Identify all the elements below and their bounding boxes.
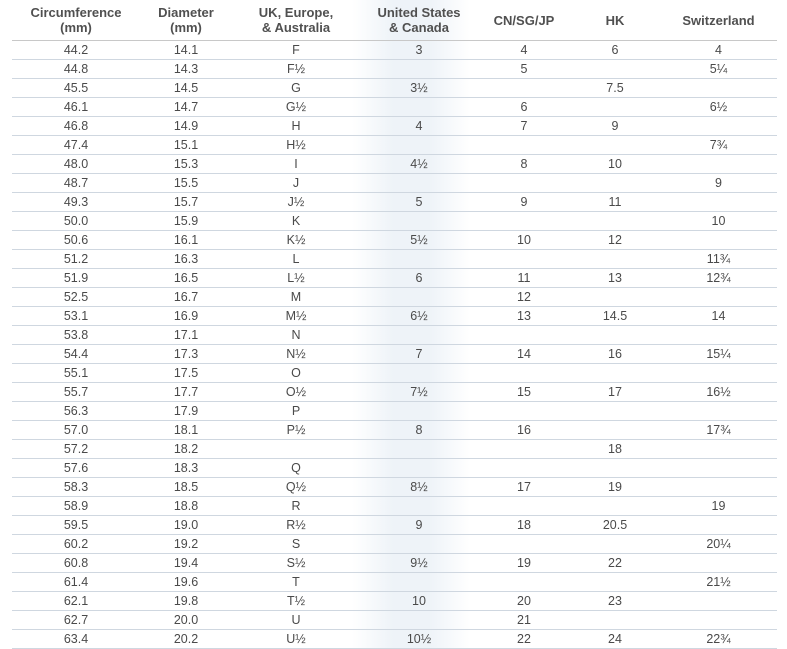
cell-cn-sg-jp-size: 11: [478, 269, 570, 288]
cell-us-size: 3½: [360, 79, 478, 98]
cell-cn-sg-jp-size: 14: [478, 345, 570, 364]
header-uk-europe-australia: [232, 0, 360, 41]
header-diameter: [140, 0, 232, 41]
header-line: Circumference: [30, 5, 122, 20]
cell-cn-sg-jp-size: [478, 535, 570, 554]
cell-uk-size: R½: [232, 516, 360, 535]
cell-switzerland-size: 17¾: [660, 421, 777, 440]
cell-circumference: 63.4: [12, 630, 140, 649]
cell-hk-size: [570, 364, 660, 383]
cell-switzerland-size: [660, 402, 777, 421]
cell-us-size: [360, 326, 478, 345]
cell-uk-size: M: [232, 288, 360, 307]
cell-uk-size: K: [232, 212, 360, 231]
table-body: [12, 41, 777, 649]
cell-switzerland-size: 12¾: [660, 269, 777, 288]
table-row: [12, 98, 777, 117]
cell-uk-size: U½: [232, 630, 360, 649]
cell-diameter: 16.5: [140, 269, 232, 288]
table-row: [12, 288, 777, 307]
table-row: [12, 440, 777, 459]
cell-switzerland-size: 15¼: [660, 345, 777, 364]
cell-cn-sg-jp-size: [478, 573, 570, 592]
cell-cn-sg-jp-size: 22: [478, 630, 570, 649]
cell-diameter: 15.3: [140, 155, 232, 174]
cell-switzerland-size: [660, 592, 777, 611]
cell-diameter: 18.2: [140, 440, 232, 459]
cell-circumference: 46.1: [12, 98, 140, 117]
cell-circumference: 51.2: [12, 250, 140, 269]
cell-circumference: 47.4: [12, 136, 140, 155]
cell-uk-size: H: [232, 117, 360, 136]
cell-us-size: 8½: [360, 478, 478, 497]
cell-us-size: 6: [360, 269, 478, 288]
table-row: [12, 231, 777, 250]
ring-size-table: [12, 0, 777, 649]
cell-switzerland-size: [660, 364, 777, 383]
cell-hk-size: [570, 421, 660, 440]
cell-uk-size: Q: [232, 459, 360, 478]
cell-switzerland-size: [660, 440, 777, 459]
cell-hk-size: [570, 250, 660, 269]
cell-switzerland-size: 19: [660, 497, 777, 516]
cell-switzerland-size: [660, 516, 777, 535]
cell-us-size: [360, 60, 478, 79]
table-row: [12, 592, 777, 611]
table-row: [12, 630, 777, 649]
cell-us-size: [360, 174, 478, 193]
header-line: United States: [377, 5, 461, 20]
cell-circumference: 49.3: [12, 193, 140, 212]
cell-uk-size: L½: [232, 269, 360, 288]
cell-hk-size: 17: [570, 383, 660, 402]
cell-cn-sg-jp-size: 12: [478, 288, 570, 307]
cell-circumference: 52.5: [12, 288, 140, 307]
cell-switzerland-size: 7¾: [660, 136, 777, 155]
cell-circumference: 60.2: [12, 535, 140, 554]
cell-cn-sg-jp-size: 21: [478, 611, 570, 630]
cell-hk-size: 20.5: [570, 516, 660, 535]
cell-switzerland-size: [660, 117, 777, 136]
header-line: & Australia: [261, 20, 331, 35]
cell-uk-size: N½: [232, 345, 360, 364]
cell-uk-size: I: [232, 155, 360, 174]
table-row: [12, 345, 777, 364]
header-line: UK, Europe,: [258, 5, 334, 20]
cell-diameter: 16.7: [140, 288, 232, 307]
cell-diameter: 20.0: [140, 611, 232, 630]
cell-cn-sg-jp-size: [478, 136, 570, 155]
cell-hk-size: [570, 535, 660, 554]
table-row: [12, 383, 777, 402]
cell-hk-size: 19: [570, 478, 660, 497]
cell-cn-sg-jp-size: [478, 174, 570, 193]
cell-cn-sg-jp-size: [478, 364, 570, 383]
table-row: [12, 136, 777, 155]
cell-hk-size: 22: [570, 554, 660, 573]
cell-diameter: 19.4: [140, 554, 232, 573]
cell-switzerland-size: [660, 326, 777, 345]
cell-cn-sg-jp-size: [478, 212, 570, 231]
header-cn-sg-jp: [478, 0, 570, 41]
cell-uk-size: O½: [232, 383, 360, 402]
cell-diameter: 14.1: [140, 41, 232, 60]
cell-circumference: 50.6: [12, 231, 140, 250]
cell-switzerland-size: [660, 79, 777, 98]
cell-diameter: 14.5: [140, 79, 232, 98]
header-row: [12, 0, 777, 41]
cell-hk-size: 12: [570, 231, 660, 250]
cell-circumference: 46.8: [12, 117, 140, 136]
table-row: [12, 402, 777, 421]
cell-circumference: 44.8: [12, 60, 140, 79]
cell-hk-size: [570, 402, 660, 421]
cell-uk-size: G½: [232, 98, 360, 117]
cell-us-size: 7: [360, 345, 478, 364]
cell-diameter: 20.2: [140, 630, 232, 649]
cell-diameter: 17.7: [140, 383, 232, 402]
cell-cn-sg-jp-size: [478, 326, 570, 345]
table-row: [12, 250, 777, 269]
cell-hk-size: [570, 611, 660, 630]
table-row: [12, 193, 777, 212]
cell-diameter: 19.0: [140, 516, 232, 535]
cell-hk-size: 14.5: [570, 307, 660, 326]
cell-switzerland-size: 22¾: [660, 630, 777, 649]
cell-diameter: 16.3: [140, 250, 232, 269]
cell-circumference: 44.2: [12, 41, 140, 60]
cell-hk-size: [570, 174, 660, 193]
header-line: HK: [605, 12, 625, 28]
cell-uk-size: R: [232, 497, 360, 516]
cell-uk-size: H½: [232, 136, 360, 155]
cell-hk-size: [570, 136, 660, 155]
cell-switzerland-size: 20¼: [660, 535, 777, 554]
cell-switzerland-size: 11¾: [660, 250, 777, 269]
cell-cn-sg-jp-size: [478, 459, 570, 478]
cell-diameter: 14.7: [140, 98, 232, 117]
cell-uk-size: F: [232, 41, 360, 60]
cell-us-size: [360, 212, 478, 231]
cell-cn-sg-jp-size: [478, 497, 570, 516]
cell-hk-size: 24: [570, 630, 660, 649]
cell-uk-size: O: [232, 364, 360, 383]
table-row: [12, 516, 777, 535]
cell-circumference: 58.3: [12, 478, 140, 497]
cell-circumference: 57.6: [12, 459, 140, 478]
table-row: [12, 611, 777, 630]
cell-us-size: [360, 535, 478, 554]
header-line: Switzerland: [682, 12, 755, 28]
table-row: [12, 79, 777, 98]
cell-circumference: 59.5: [12, 516, 140, 535]
cell-hk-size: [570, 573, 660, 592]
cell-cn-sg-jp-size: 15: [478, 383, 570, 402]
cell-diameter: 18.1: [140, 421, 232, 440]
cell-switzerland-size: 10: [660, 212, 777, 231]
cell-uk-size: [232, 440, 360, 459]
cell-hk-size: [570, 497, 660, 516]
cell-us-size: [360, 459, 478, 478]
cell-uk-size: J½: [232, 193, 360, 212]
cell-uk-size: M½: [232, 307, 360, 326]
cell-diameter: 18.5: [140, 478, 232, 497]
cell-circumference: 60.8: [12, 554, 140, 573]
cell-us-size: [360, 611, 478, 630]
table-row: [12, 364, 777, 383]
cell-circumference: 55.1: [12, 364, 140, 383]
table-row: [12, 212, 777, 231]
cell-switzerland-size: 6½: [660, 98, 777, 117]
cell-cn-sg-jp-size: 7: [478, 117, 570, 136]
cell-uk-size: L: [232, 250, 360, 269]
cell-circumference: 53.1: [12, 307, 140, 326]
cell-diameter: 14.3: [140, 60, 232, 79]
cell-uk-size: S: [232, 535, 360, 554]
cell-switzerland-size: 21½: [660, 573, 777, 592]
cell-cn-sg-jp-size: 8: [478, 155, 570, 174]
cell-diameter: 17.5: [140, 364, 232, 383]
table-row: [12, 41, 777, 60]
cell-switzerland-size: [660, 554, 777, 573]
cell-switzerland-size: [660, 193, 777, 212]
cell-switzerland-size: [660, 459, 777, 478]
header-circumference: [12, 0, 140, 41]
cell-cn-sg-jp-size: 18: [478, 516, 570, 535]
cell-diameter: 19.6: [140, 573, 232, 592]
cell-cn-sg-jp-size: [478, 440, 570, 459]
cell-hk-size: 11: [570, 193, 660, 212]
cell-cn-sg-jp-size: [478, 402, 570, 421]
cell-hk-size: [570, 459, 660, 478]
table-row: [12, 326, 777, 345]
cell-diameter: 14.9: [140, 117, 232, 136]
cell-cn-sg-jp-size: [478, 79, 570, 98]
table-row: [12, 174, 777, 193]
cell-hk-size: [570, 98, 660, 117]
table-row: [12, 307, 777, 326]
table-row: [12, 573, 777, 592]
cell-hk-size: 23: [570, 592, 660, 611]
cell-us-size: 7½: [360, 383, 478, 402]
cell-hk-size: 13: [570, 269, 660, 288]
cell-uk-size: J: [232, 174, 360, 193]
cell-diameter: 15.7: [140, 193, 232, 212]
cell-us-size: [360, 250, 478, 269]
cell-switzerland-size: [660, 288, 777, 307]
cell-circumference: 57.0: [12, 421, 140, 440]
cell-diameter: 15.5: [140, 174, 232, 193]
header-line: CN/SG/JP: [493, 12, 555, 28]
cell-hk-size: [570, 212, 660, 231]
header-switzerland: [660, 0, 777, 41]
table-row: [12, 497, 777, 516]
cell-us-size: 3: [360, 41, 478, 60]
cell-us-size: [360, 364, 478, 383]
cell-diameter: 19.8: [140, 592, 232, 611]
cell-diameter: 18.8: [140, 497, 232, 516]
cell-hk-size: 9: [570, 117, 660, 136]
cell-hk-size: 7.5: [570, 79, 660, 98]
cell-us-size: [360, 573, 478, 592]
cell-diameter: 16.9: [140, 307, 232, 326]
cell-cn-sg-jp-size: 16: [478, 421, 570, 440]
cell-us-size: [360, 98, 478, 117]
cell-hk-size: 6: [570, 41, 660, 60]
cell-switzerland-size: [660, 155, 777, 174]
table-row: [12, 60, 777, 79]
table-row: [12, 155, 777, 174]
cell-diameter: 17.9: [140, 402, 232, 421]
header-line: & Canada: [389, 20, 449, 35]
cell-circumference: 50.0: [12, 212, 140, 231]
table-row: [12, 117, 777, 136]
cell-circumference: 62.7: [12, 611, 140, 630]
cell-us-size: 9½: [360, 554, 478, 573]
cell-diameter: 16.1: [140, 231, 232, 250]
cell-us-size: [360, 136, 478, 155]
header-line: Diameter: [158, 5, 214, 20]
cell-us-size: [360, 288, 478, 307]
cell-cn-sg-jp-size: 4: [478, 41, 570, 60]
cell-switzerland-size: [660, 478, 777, 497]
cell-us-size: 10½: [360, 630, 478, 649]
table-row: [12, 269, 777, 288]
header-us-canada: [360, 0, 478, 41]
cell-uk-size: N: [232, 326, 360, 345]
cell-circumference: 54.4: [12, 345, 140, 364]
cell-diameter: 17.1: [140, 326, 232, 345]
cell-cn-sg-jp-size: [478, 250, 570, 269]
cell-us-size: 10: [360, 592, 478, 611]
cell-us-size: 4: [360, 117, 478, 136]
cell-circumference: 56.3: [12, 402, 140, 421]
table-row: [12, 554, 777, 573]
cell-cn-sg-jp-size: 9: [478, 193, 570, 212]
cell-circumference: 57.2: [12, 440, 140, 459]
cell-cn-sg-jp-size: 5: [478, 60, 570, 79]
cell-uk-size: K½: [232, 231, 360, 250]
cell-cn-sg-jp-size: 20: [478, 592, 570, 611]
cell-diameter: 18.3: [140, 459, 232, 478]
cell-uk-size: U: [232, 611, 360, 630]
cell-uk-size: G: [232, 79, 360, 98]
cell-circumference: 61.4: [12, 573, 140, 592]
cell-us-size: 8: [360, 421, 478, 440]
table-row: [12, 535, 777, 554]
cell-switzerland-size: [660, 611, 777, 630]
cell-us-size: 9: [360, 516, 478, 535]
cell-circumference: 53.8: [12, 326, 140, 345]
cell-hk-size: 10: [570, 155, 660, 174]
cell-circumference: 48.0: [12, 155, 140, 174]
cell-hk-size: 18: [570, 440, 660, 459]
cell-uk-size: Q½: [232, 478, 360, 497]
cell-uk-size: S½: [232, 554, 360, 573]
cell-diameter: 15.1: [140, 136, 232, 155]
cell-uk-size: P: [232, 402, 360, 421]
cell-uk-size: T: [232, 573, 360, 592]
cell-switzerland-size: [660, 231, 777, 250]
table-row: [12, 459, 777, 478]
cell-hk-size: [570, 326, 660, 345]
cell-switzerland-size: 4: [660, 41, 777, 60]
cell-switzerland-size: 16½: [660, 383, 777, 402]
cell-circumference: 51.9: [12, 269, 140, 288]
header-line: (mm): [170, 20, 202, 35]
cell-uk-size: P½: [232, 421, 360, 440]
cell-circumference: 48.7: [12, 174, 140, 193]
cell-cn-sg-jp-size: 17: [478, 478, 570, 497]
header-line: (mm): [60, 20, 92, 35]
cell-cn-sg-jp-size: 6: [478, 98, 570, 117]
cell-us-size: 4½: [360, 155, 478, 174]
cell-cn-sg-jp-size: 10: [478, 231, 570, 250]
cell-us-size: 5½: [360, 231, 478, 250]
cell-circumference: 45.5: [12, 79, 140, 98]
cell-circumference: 55.7: [12, 383, 140, 402]
cell-diameter: 15.9: [140, 212, 232, 231]
cell-hk-size: [570, 60, 660, 79]
cell-cn-sg-jp-size: 19: [478, 554, 570, 573]
cell-switzerland-size: 9: [660, 174, 777, 193]
cell-hk-size: [570, 288, 660, 307]
cell-circumference: 58.9: [12, 497, 140, 516]
cell-uk-size: F½: [232, 60, 360, 79]
table-row: [12, 421, 777, 440]
cell-us-size: 6½: [360, 307, 478, 326]
cell-us-size: [360, 497, 478, 516]
cell-us-size: 5: [360, 193, 478, 212]
table-row: [12, 478, 777, 497]
cell-switzerland-size: 5¼: [660, 60, 777, 79]
cell-hk-size: 16: [570, 345, 660, 364]
cell-cn-sg-jp-size: 13: [478, 307, 570, 326]
cell-us-size: [360, 402, 478, 421]
cell-switzerland-size: 14: [660, 307, 777, 326]
cell-us-size: [360, 440, 478, 459]
cell-circumference: 62.1: [12, 592, 140, 611]
cell-diameter: 17.3: [140, 345, 232, 364]
header-hk: [570, 0, 660, 41]
cell-diameter: 19.2: [140, 535, 232, 554]
cell-uk-size: T½: [232, 592, 360, 611]
